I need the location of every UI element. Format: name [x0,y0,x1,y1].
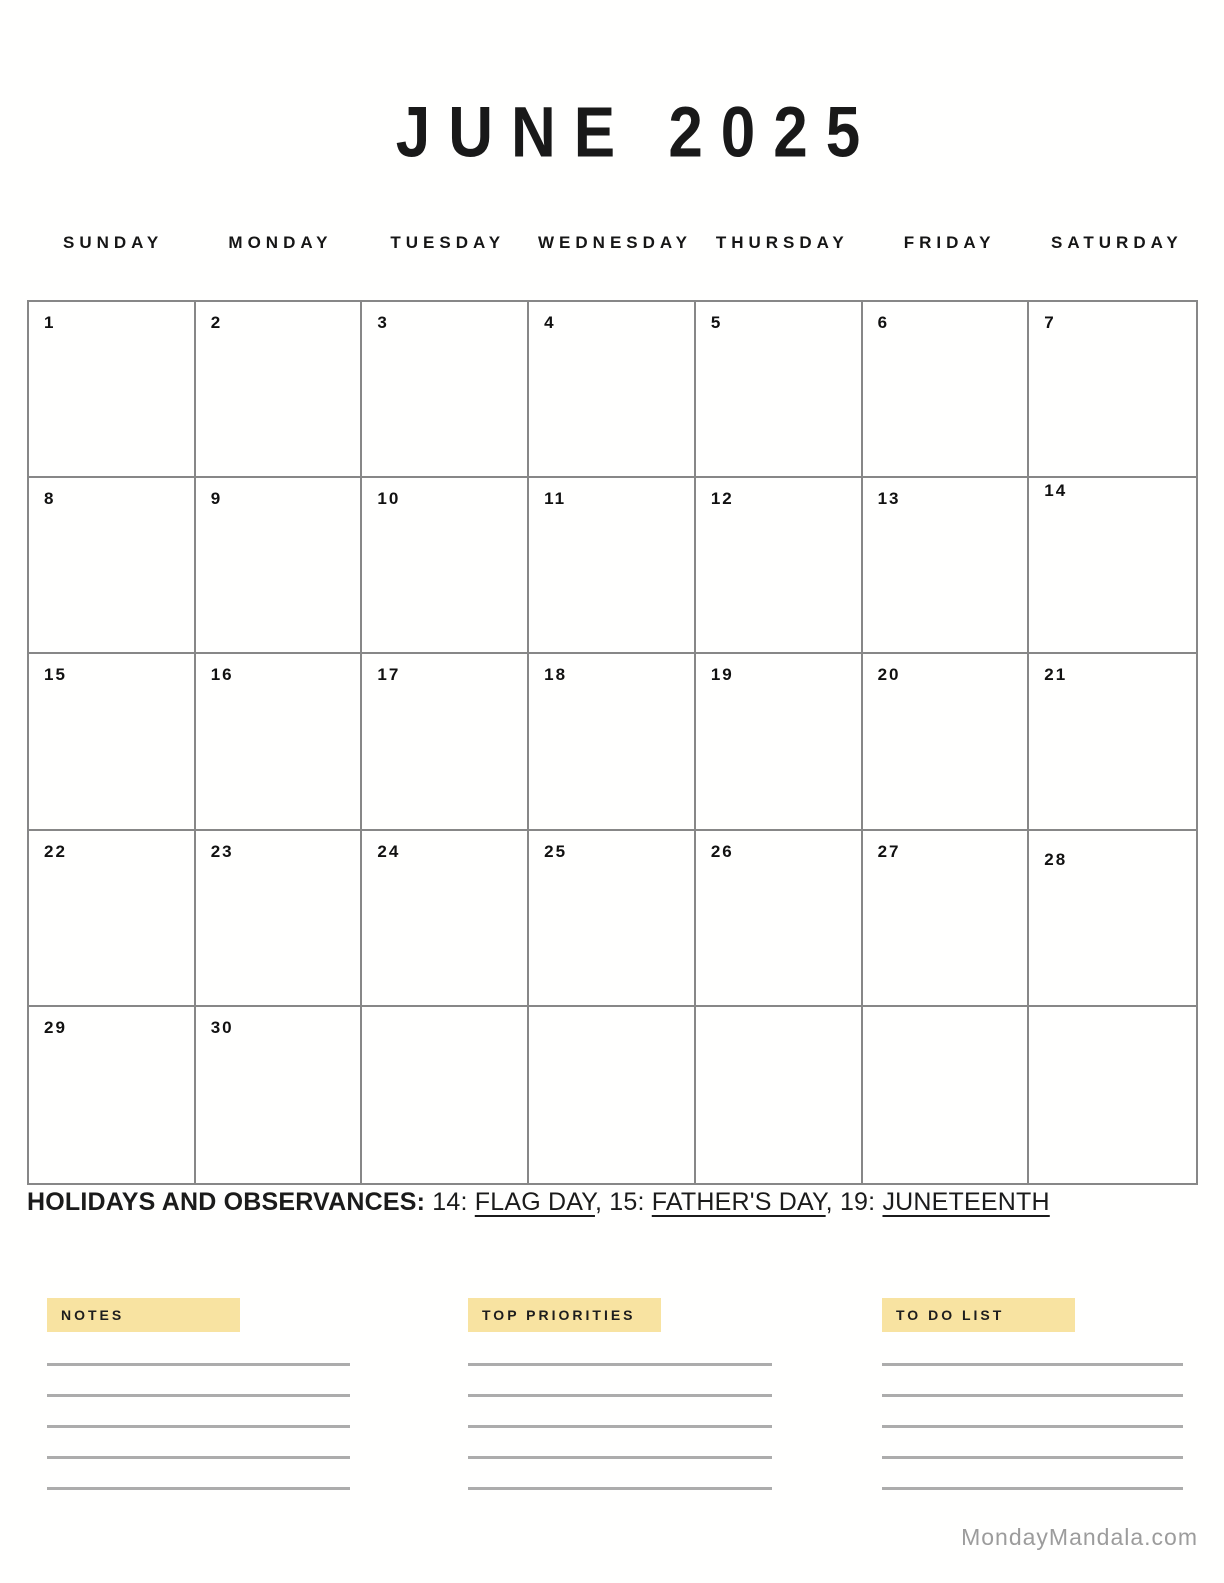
day-number: 25 [544,841,568,861]
day-number: 19 [710,665,734,685]
day-cell [196,831,363,1007]
day-number: 2 [210,313,223,332]
day-cell [863,831,1030,1007]
day-cell [529,654,696,830]
day-cell [362,302,529,478]
day-cell [362,831,529,1007]
day-cell [29,654,196,830]
day-cell [29,478,196,654]
ruled-line [468,1394,772,1397]
day-cell [696,654,863,830]
day-number: 4 [544,313,556,332]
holiday-day-number: 19: [832,1188,883,1216]
day-cell [696,831,863,1007]
day-number: 21 [1044,665,1068,685]
day-number: 7 [1044,313,1056,332]
day-number: 6 [877,313,890,332]
day-number: 23 [210,841,234,861]
day-cell [196,478,363,654]
day-cell [362,478,529,654]
holiday-separator: , [825,1188,833,1216]
day-cell [1029,654,1196,830]
day-cell [529,478,696,654]
day-number: 29 [44,1017,67,1037]
weekday-label: SATURDAY [1051,233,1183,252]
ruled-line [468,1456,772,1459]
ruled-line [882,1456,1183,1459]
top-priorities-label: TOP PRIORITIES [468,1298,661,1332]
day-number: 26 [710,841,734,861]
page-title: JUNE 2025 [395,93,879,173]
ruled-line [882,1425,1183,1428]
day-number: 27 [877,841,901,861]
ruled-line [47,1394,350,1397]
ruled-line [47,1363,350,1366]
holiday-link[interactable]: FLAG DAY [474,1188,595,1216]
empty-cell [863,1007,1030,1183]
to-do-list-label: TO DO LIST [882,1298,1075,1332]
top-priorities-lines [468,1363,772,1490]
day-cell [196,1007,363,1183]
day-cell [1029,831,1196,1007]
day-cell [863,302,1030,478]
day-cell [1029,302,1196,478]
top-priorities-section [468,1298,772,1518]
weekday-label: THURSDAY [715,233,849,252]
ruled-line [882,1394,1183,1397]
day-number: 10 [377,489,401,509]
ruled-line [468,1487,772,1490]
weekday-label: FRIDAY [903,233,996,252]
ruled-line [468,1363,772,1366]
day-number: 3 [377,313,389,332]
day-cell [696,478,863,654]
day-cell [1029,478,1196,654]
watermark-footer: MondayMandala.com [961,1524,1198,1550]
day-cell [863,478,1030,654]
day-cell [196,302,363,478]
weekday-label: SUNDAY [63,233,164,252]
ruled-line [47,1487,350,1490]
ruled-line [882,1363,1183,1366]
day-number: 12 [710,489,734,509]
notes-label: NOTES [47,1298,240,1332]
weekday-row [27,233,1198,253]
day-number: 22 [44,841,67,861]
calendar-grid [27,300,1198,1185]
holiday-separator: , [594,1188,603,1216]
notes-section [47,1298,350,1518]
day-number: 17 [377,665,401,685]
ruled-line [47,1425,350,1428]
day-number: 13 [877,489,901,509]
ruled-line [468,1425,772,1428]
holiday-day-number: 14: [425,1188,475,1216]
weekday-label: TUESDAY [390,233,506,252]
day-number: 9 [210,489,223,509]
day-cell [362,654,529,830]
day-number: 18 [544,665,568,685]
day-number: 11 [544,489,567,509]
empty-cell [529,1007,696,1183]
holidays-line [27,1188,1050,1217]
ruled-line [882,1487,1183,1490]
day-cell [529,831,696,1007]
day-number: 16 [210,665,234,685]
to-do-list-section [882,1298,1183,1518]
day-number: 5 [710,313,723,332]
day-number: 1 [44,313,56,332]
day-cell [529,302,696,478]
holidays-label: HOLIDAYS AND OBSERVANCES: [27,1188,426,1216]
day-cell [29,831,196,1007]
to-do-list-lines [882,1363,1183,1490]
day-number: 15 [44,665,67,685]
day-number: 20 [877,665,901,685]
empty-cell [696,1007,863,1183]
weekday-label: MONDAY [228,233,333,252]
empty-cell [362,1007,529,1183]
day-cell [29,1007,196,1183]
empty-cell [1029,1007,1196,1183]
weekday-label: WEDNESDAY [538,233,692,252]
notes-lines [47,1363,350,1490]
day-number: 8 [44,489,56,509]
day-cell [696,302,863,478]
day-number: 24 [377,841,401,861]
day-cell [29,302,196,478]
day-number: 14 [1044,481,1068,501]
holiday-day-number: 15: [602,1188,652,1216]
ruled-line [47,1456,350,1459]
holidays-items [425,1188,1050,1216]
holiday-link[interactable]: JUNETEENTH [882,1188,1050,1216]
day-number: 28 [1044,849,1068,869]
day-cell [196,654,363,830]
day-number: 30 [210,1017,234,1037]
day-cell [863,654,1030,830]
holiday-link[interactable]: FATHER'S DAY [651,1188,826,1216]
